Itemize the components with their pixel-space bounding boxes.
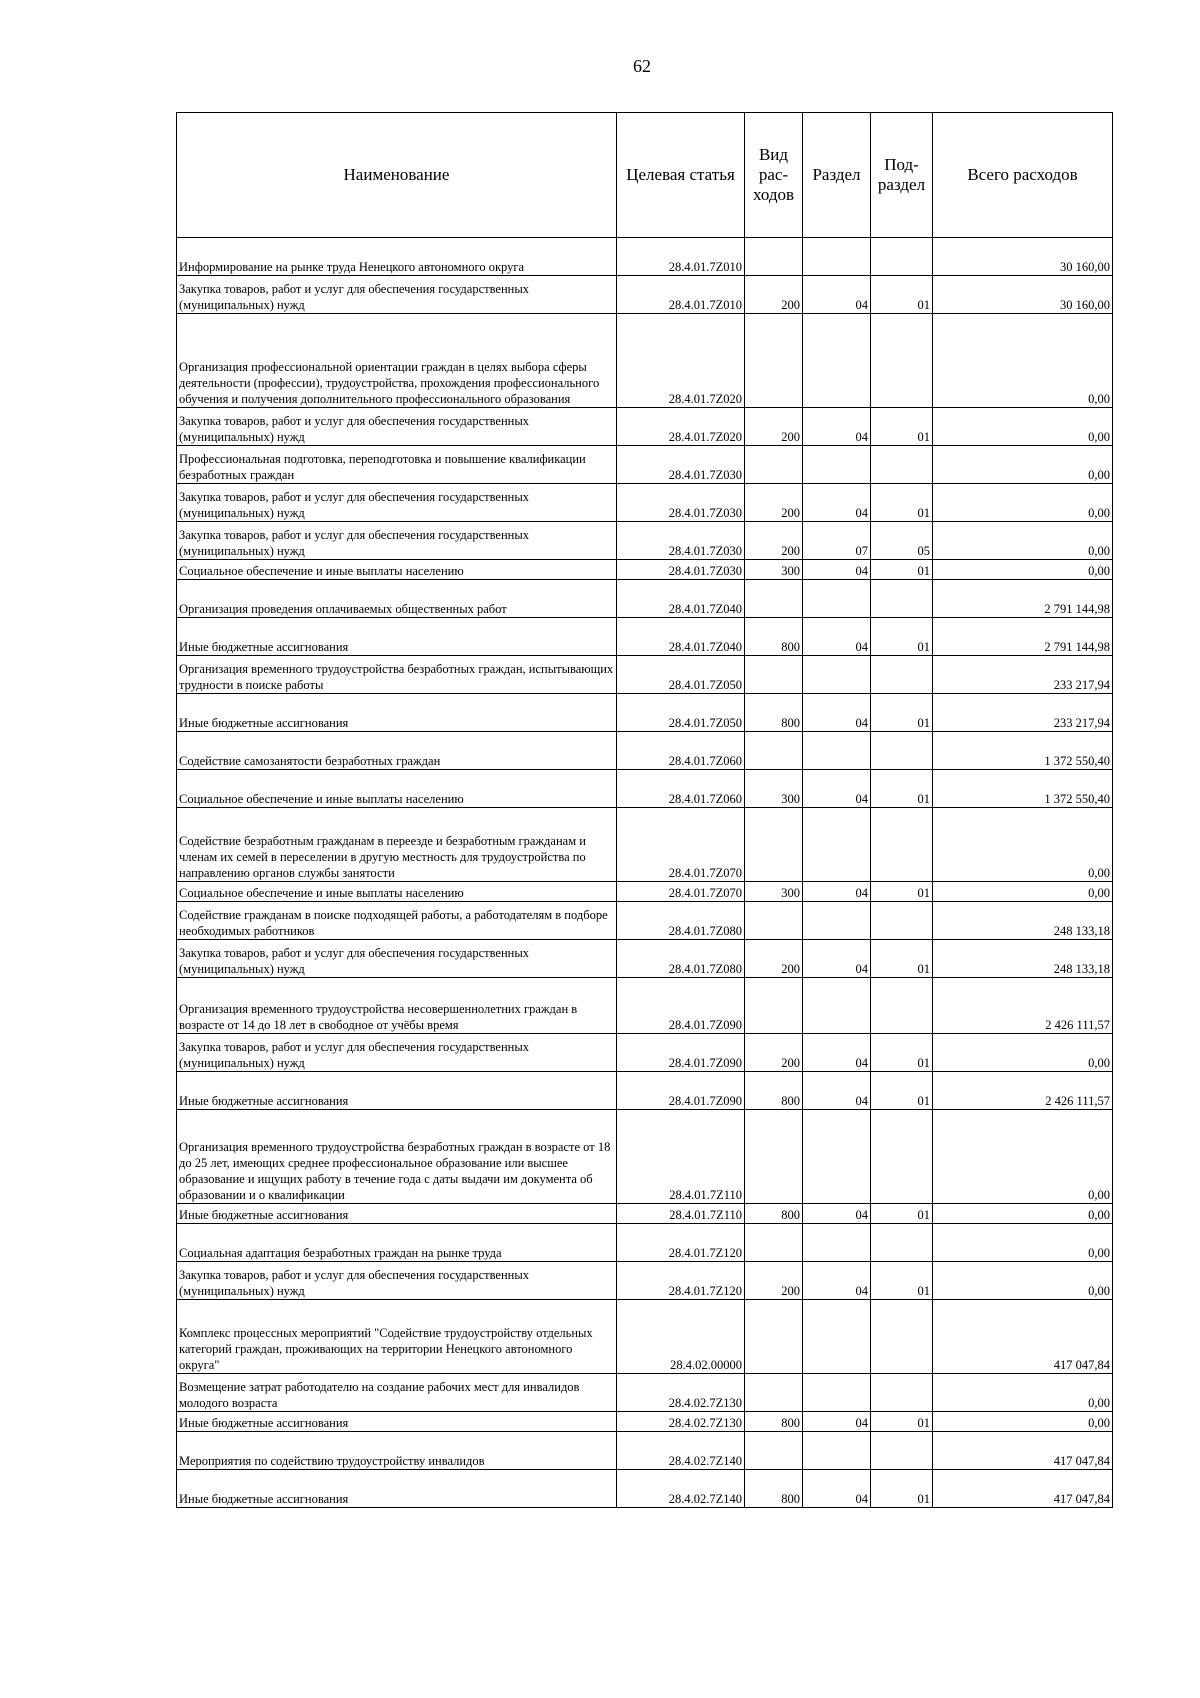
- cell-section: [803, 1110, 871, 1204]
- cell-total: 0,00: [933, 1412, 1113, 1432]
- cell-name: Закупка товаров, работ и услуг для обеспечения государственных (муниципальных) нужд: [177, 1034, 617, 1072]
- cell-target-code: 28.4.01.7Z060: [617, 732, 745, 770]
- cell-expense-type: 200: [745, 1034, 803, 1072]
- header-subsection: Под- раздел: [871, 113, 933, 238]
- cell-total: 0,00: [933, 484, 1113, 522]
- cell-subsection: 01: [871, 1072, 933, 1110]
- cell-target-code: 28.4.01.7Z030: [617, 560, 745, 580]
- cell-total: 248 133,18: [933, 940, 1113, 978]
- table-row: [177, 940, 1113, 978]
- cell-target-code: 28.4.01.7Z020: [617, 408, 745, 446]
- cell-target-code: 28.4.01.7Z080: [617, 940, 745, 978]
- table-row: [177, 1374, 1113, 1412]
- cell-total: 2 426 111,57: [933, 978, 1113, 1034]
- cell-target-code: 28.4.01.7Z010: [617, 238, 745, 276]
- cell-expense-type: [745, 656, 803, 694]
- cell-expense-type: [745, 446, 803, 484]
- cell-expense-type: 800: [745, 1412, 803, 1432]
- cell-name: Организация проведения оплачиваемых общественных работ: [177, 580, 617, 618]
- cell-section: [803, 1374, 871, 1412]
- header-target: Целевая статья: [617, 113, 745, 238]
- cell-total: 0,00: [933, 882, 1113, 902]
- cell-expense-type: 800: [745, 1204, 803, 1224]
- cell-total: 0,00: [933, 808, 1113, 882]
- cell-expense-type: 800: [745, 1470, 803, 1508]
- cell-name: Иные бюджетные ассигнования: [177, 618, 617, 656]
- cell-target-code: 28.4.01.7Z090: [617, 1034, 745, 1072]
- cell-total: 0,00: [933, 1374, 1113, 1412]
- cell-section: [803, 314, 871, 408]
- cell-name: Социальное обеспечение и иные выплаты населению: [177, 882, 617, 902]
- cell-target-code: 28.4.01.7Z050: [617, 656, 745, 694]
- cell-subsection: [871, 656, 933, 694]
- cell-name: Иные бюджетные ассигнования: [177, 1204, 617, 1224]
- cell-subsection: [871, 238, 933, 276]
- cell-target-code: 28.4.01.7Z110: [617, 1204, 745, 1224]
- cell-name: Мероприятия по содействию трудоустройству инвалидов: [177, 1432, 617, 1470]
- cell-section: 04: [803, 1412, 871, 1432]
- cell-name: Профессиональная подготовка, переподготовка и повышение квалификации безработных граждан: [177, 446, 617, 484]
- cell-section: 04: [803, 1034, 871, 1072]
- cell-name: Закупка товаров, работ и услуг для обеспечения государственных (муниципальных) нужд: [177, 940, 617, 978]
- cell-name: Содействие самозанятости безработных граждан: [177, 732, 617, 770]
- cell-section: 04: [803, 1262, 871, 1300]
- cell-subsection: 01: [871, 694, 933, 732]
- table-row: [177, 522, 1113, 560]
- cell-total: 0,00: [933, 560, 1113, 580]
- cell-expense-type: [745, 732, 803, 770]
- table-row: [177, 656, 1113, 694]
- cell-subsection: 01: [871, 560, 933, 580]
- table-body: [177, 238, 1113, 1508]
- cell-section: 04: [803, 484, 871, 522]
- cell-subsection: [871, 1300, 933, 1374]
- cell-target-code: 28.4.01.7Z110: [617, 1110, 745, 1204]
- table-row: [177, 618, 1113, 656]
- table-row: [177, 694, 1113, 732]
- cell-target-code: 28.4.01.7Z090: [617, 1072, 745, 1110]
- table-row: [177, 732, 1113, 770]
- cell-subsection: [871, 1224, 933, 1262]
- cell-expense-type: 800: [745, 618, 803, 656]
- cell-total: 2 426 111,57: [933, 1072, 1113, 1110]
- cell-total: 30 160,00: [933, 276, 1113, 314]
- cell-section: 04: [803, 1072, 871, 1110]
- cell-expense-type: 300: [745, 770, 803, 808]
- cell-name: Закупка товаров, работ и услуг для обеспечения государственных (муниципальных) нужд: [177, 408, 617, 446]
- cell-target-code: 28.4.01.7Z080: [617, 902, 745, 940]
- table-row: [177, 1262, 1113, 1300]
- cell-target-code: 28.4.02.00000: [617, 1300, 745, 1374]
- cell-total: 2 791 144,98: [933, 580, 1113, 618]
- cell-name: Организация временного трудоустройства безработных граждан в возрасте от 18 до 25 лет, имеющих среднее профессиональное образование или высшее образование и ищущих работу в течение года с даты выдачи им документа об образовании и о квалификации: [177, 1110, 617, 1204]
- cell-target-code: 28.4.01.7Z030: [617, 446, 745, 484]
- cell-expense-type: [745, 580, 803, 618]
- cell-target-code: 28.4.01.7Z040: [617, 580, 745, 618]
- cell-subsection: 01: [871, 484, 933, 522]
- table-row: [177, 1470, 1113, 1508]
- cell-target-code: 28.4.01.7Z010: [617, 276, 745, 314]
- cell-expense-type: 200: [745, 522, 803, 560]
- cell-name: Иные бюджетные ассигнования: [177, 1072, 617, 1110]
- cell-total: 248 133,18: [933, 902, 1113, 940]
- cell-expense-type: 200: [745, 408, 803, 446]
- cell-section: [803, 446, 871, 484]
- cell-target-code: 28.4.01.7Z030: [617, 522, 745, 560]
- table-row: [177, 238, 1113, 276]
- cell-subsection: [871, 1374, 933, 1412]
- cell-total: 417 047,84: [933, 1300, 1113, 1374]
- cell-name: Содействие гражданам в поиске подходящей работы, а работодателям в подборе необходимых работников: [177, 902, 617, 940]
- header-name: Наименование: [177, 113, 617, 238]
- table-row: [177, 1204, 1113, 1224]
- cell-subsection: 01: [871, 1262, 933, 1300]
- cell-target-code: 28.4.01.7Z030: [617, 484, 745, 522]
- cell-expense-type: [745, 314, 803, 408]
- cell-total: 233 217,94: [933, 694, 1113, 732]
- cell-target-code: 28.4.01.7Z060: [617, 770, 745, 808]
- cell-total: 0,00: [933, 446, 1113, 484]
- cell-name: Иные бюджетные ассигнования: [177, 694, 617, 732]
- cell-subsection: 05: [871, 522, 933, 560]
- cell-total: 1 372 550,40: [933, 770, 1113, 808]
- cell-name: Социальное обеспечение и иные выплаты населению: [177, 560, 617, 580]
- cell-total: 0,00: [933, 1262, 1113, 1300]
- cell-subsection: [871, 314, 933, 408]
- cell-total: 0,00: [933, 314, 1113, 408]
- cell-total: 417 047,84: [933, 1432, 1113, 1470]
- cell-name: Закупка товаров, работ и услуг для обеспечения государственных (муниципальных) нужд: [177, 276, 617, 314]
- cell-name: Социальная адаптация безработных граждан на рынке труда: [177, 1224, 617, 1262]
- cell-target-code: 28.4.02.7Z130: [617, 1374, 745, 1412]
- cell-section: 04: [803, 618, 871, 656]
- cell-section: [803, 1300, 871, 1374]
- table-row: [177, 770, 1113, 808]
- table-row: [177, 1110, 1113, 1204]
- cell-name: Информирование на рынке труда Ненецкого автономного округа: [177, 238, 617, 276]
- cell-target-code: 28.4.01.7Z020: [617, 314, 745, 408]
- cell-subsection: 01: [871, 276, 933, 314]
- cell-total: 417 047,84: [933, 1470, 1113, 1508]
- cell-total: 30 160,00: [933, 238, 1113, 276]
- cell-subsection: [871, 580, 933, 618]
- cell-section: [803, 978, 871, 1034]
- table-row: [177, 580, 1113, 618]
- table-row: [177, 1300, 1113, 1374]
- cell-expense-type: [745, 902, 803, 940]
- cell-section: [803, 902, 871, 940]
- table-header-row: [177, 113, 1113, 238]
- cell-subsection: 01: [871, 1470, 933, 1508]
- cell-expense-type: [745, 978, 803, 1034]
- cell-subsection: 01: [871, 1412, 933, 1432]
- table-row: [177, 902, 1113, 940]
- cell-target-code: 28.4.01.7Z120: [617, 1224, 745, 1262]
- cell-total: 0,00: [933, 408, 1113, 446]
- cell-total: 0,00: [933, 1204, 1113, 1224]
- cell-section: [803, 238, 871, 276]
- table-row: [177, 1072, 1113, 1110]
- cell-name: Закупка товаров, работ и услуг для обеспечения государственных (муниципальных) нужд: [177, 1262, 617, 1300]
- cell-expense-type: [745, 238, 803, 276]
- cell-name: Иные бюджетные ассигнования: [177, 1412, 617, 1432]
- cell-expense-type: 200: [745, 940, 803, 978]
- cell-subsection: [871, 446, 933, 484]
- table-row: [177, 484, 1113, 522]
- cell-target-code: 28.4.01.7Z070: [617, 808, 745, 882]
- cell-section: 04: [803, 408, 871, 446]
- header-section: Раздел: [803, 113, 871, 238]
- cell-expense-type: 300: [745, 560, 803, 580]
- cell-expense-type: [745, 1110, 803, 1204]
- table-row: [177, 276, 1113, 314]
- cell-section: 04: [803, 1470, 871, 1508]
- cell-subsection: [871, 1432, 933, 1470]
- cell-total: 1 372 550,40: [933, 732, 1113, 770]
- cell-total: 0,00: [933, 1110, 1113, 1204]
- cell-section: [803, 1432, 871, 1470]
- cell-target-code: 28.4.01.7Z070: [617, 882, 745, 902]
- cell-name: Иные бюджетные ассигнования: [177, 1470, 617, 1508]
- cell-section: 04: [803, 276, 871, 314]
- cell-name: Закупка товаров, работ и услуг для обеспечения государственных (муниципальных) нужд: [177, 522, 617, 560]
- cell-subsection: 01: [871, 1204, 933, 1224]
- cell-target-code: 28.4.02.7Z130: [617, 1412, 745, 1432]
- cell-expense-type: [745, 1300, 803, 1374]
- page-number: 62: [633, 56, 651, 76]
- cell-subsection: [871, 902, 933, 940]
- cell-section: 04: [803, 560, 871, 580]
- cell-expense-type: 200: [745, 276, 803, 314]
- cell-section: [803, 808, 871, 882]
- cell-total: 233 217,94: [933, 656, 1113, 694]
- cell-total: 0,00: [933, 1224, 1113, 1262]
- cell-subsection: 01: [871, 882, 933, 902]
- cell-section: 04: [803, 1204, 871, 1224]
- cell-expense-type: 200: [745, 1262, 803, 1300]
- cell-section: 07: [803, 522, 871, 560]
- cell-name: Организация временного трудоустройства безработных граждан, испытывающих трудности в поиске работы: [177, 656, 617, 694]
- table-row: [177, 408, 1113, 446]
- cell-target-code: 28.4.01.7Z050: [617, 694, 745, 732]
- cell-section: [803, 1224, 871, 1262]
- table-row: [177, 1412, 1113, 1432]
- cell-name: Возмещение затрат работодателю на создание рабочих мест для инвалидов молодого возраста: [177, 1374, 617, 1412]
- cell-expense-type: 800: [745, 694, 803, 732]
- cell-target-code: 28.4.01.7Z040: [617, 618, 745, 656]
- table-row: [177, 314, 1113, 408]
- cell-subsection: [871, 1110, 933, 1204]
- cell-subsection: 01: [871, 618, 933, 656]
- table-row: [177, 1224, 1113, 1262]
- cell-name: Содействие безработным гражданам в переезде и безработным гражданам и членам их семей в переселении в другую местность для трудоустройства по направлению органов службы занятости: [177, 808, 617, 882]
- cell-subsection: 01: [871, 940, 933, 978]
- table-row: [177, 560, 1113, 580]
- table-row: [177, 882, 1113, 902]
- cell-section: 04: [803, 770, 871, 808]
- cell-section: [803, 580, 871, 618]
- cell-section: [803, 656, 871, 694]
- cell-subsection: [871, 808, 933, 882]
- table-row: [177, 1034, 1113, 1072]
- cell-subsection: 01: [871, 770, 933, 808]
- cell-total: 2 791 144,98: [933, 618, 1113, 656]
- cell-name: Закупка товаров, работ и услуг для обеспечения государственных (муниципальных) нужд: [177, 484, 617, 522]
- cell-expense-type: 300: [745, 882, 803, 902]
- cell-section: 04: [803, 694, 871, 732]
- cell-target-code: 28.4.02.7Z140: [617, 1432, 745, 1470]
- cell-name: Комплекс процессных мероприятий "Содействие трудоустройству отдельных категорий граждан, проживающих на территории Ненецкого автономного округа": [177, 1300, 617, 1374]
- table-row: [177, 808, 1113, 882]
- cell-section: [803, 732, 871, 770]
- cell-expense-type: 800: [745, 1072, 803, 1110]
- cell-expense-type: [745, 1374, 803, 1412]
- cell-target-code: 28.4.01.7Z120: [617, 1262, 745, 1300]
- cell-subsection: [871, 732, 933, 770]
- cell-expense-type: [745, 1432, 803, 1470]
- cell-section: 04: [803, 940, 871, 978]
- header-total: Всего расходов: [933, 113, 1113, 238]
- cell-total: 0,00: [933, 1034, 1113, 1072]
- cell-subsection: [871, 978, 933, 1034]
- cell-name: Организация профессиональной ориентации граждан в целях выбора сферы деятельности (профессии), трудоустройства, прохождения профессионального обучения и получения дополнительного профессионального образования: [177, 314, 617, 408]
- cell-expense-type: [745, 808, 803, 882]
- cell-name: Организация временного трудоустройства несовершеннолетних граждан в возрасте от 14 до 18 лет в свободное от учёбы время: [177, 978, 617, 1034]
- cell-target-code: 28.4.01.7Z090: [617, 978, 745, 1034]
- cell-section: 04: [803, 882, 871, 902]
- cell-total: 0,00: [933, 522, 1113, 560]
- budget-table: [176, 112, 1113, 1508]
- table-row: [177, 446, 1113, 484]
- table-row: [177, 1432, 1113, 1470]
- cell-subsection: 01: [871, 408, 933, 446]
- cell-expense-type: 200: [745, 484, 803, 522]
- cell-target-code: 28.4.02.7Z140: [617, 1470, 745, 1508]
- table-row: [177, 978, 1113, 1034]
- cell-subsection: 01: [871, 1034, 933, 1072]
- cell-name: Социальное обеспечение и иные выплаты населению: [177, 770, 617, 808]
- cell-expense-type: [745, 1224, 803, 1262]
- header-expense-type: Вид рас- ходов: [745, 113, 803, 238]
